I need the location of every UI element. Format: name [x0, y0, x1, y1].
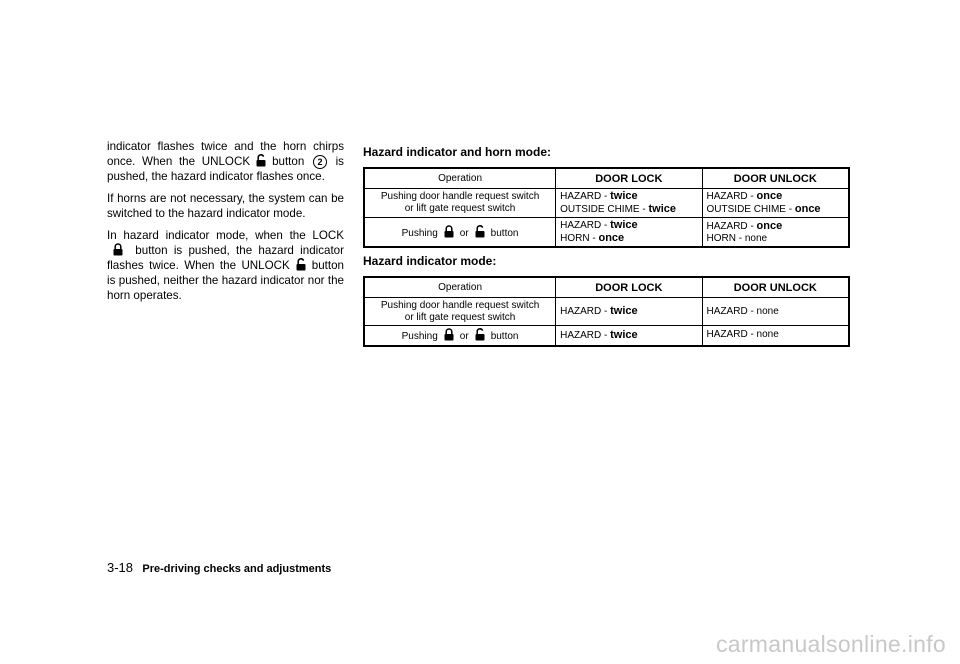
header-door-unlock: DOOR UNLOCK	[702, 277, 849, 298]
door-unlock-cell: HAZARD - once HORN - none	[702, 218, 849, 248]
page-number: 3-18	[107, 560, 134, 575]
table-row	[364, 298, 849, 326]
door-unlock-cell: HAZARD - none	[702, 298, 849, 326]
table-row	[364, 189, 849, 218]
header-operation: Operation	[364, 277, 556, 298]
callout-number-2: 2	[313, 155, 327, 169]
lock-closed-icon	[113, 243, 123, 256]
table-hazard-indicator-mode	[363, 276, 850, 347]
section-title-hazard-horn: Hazard indicator and horn mode:	[363, 145, 552, 159]
paragraph-unlock-flash: indicator flashes twice and the horn chirps once. When the UNLOCK button 2 is pushed, the hazard indicator flashes once.	[107, 140, 344, 183]
table-row	[364, 326, 849, 346]
door-lock-cell: HAZARD - twice OUTSIDE CHIME - twice	[556, 189, 702, 218]
table-header-row	[364, 168, 849, 189]
page-footer	[107, 560, 331, 575]
lock-open-icon	[256, 154, 266, 167]
operation-cell: Pushing or button	[364, 218, 556, 248]
operation-cell: Pushing door handle request switch or lift gate request switch	[364, 298, 556, 326]
section-title-hazard-indicator: Hazard indicator mode:	[363, 254, 497, 268]
lock-closed-icon	[444, 328, 454, 341]
door-unlock-cell: HAZARD - once OUTSIDE CHIME - once	[702, 189, 849, 218]
operation-cell: Pushing or button	[364, 326, 556, 346]
header-operation: Operation	[364, 168, 556, 189]
operation-cell: Pushing door handle request switch or lift gate request switch	[364, 189, 556, 218]
table-hazard-horn-mode	[363, 167, 850, 248]
chapter-title: Pre-driving checks and adjustments	[142, 563, 332, 575]
lock-closed-icon	[444, 225, 454, 238]
body-text-column	[107, 139, 344, 310]
table-row	[364, 218, 849, 248]
door-unlock-cell: HAZARD - none	[702, 326, 849, 346]
door-lock-cell: HAZARD - twice	[556, 298, 702, 326]
header-door-unlock: DOOR UNLOCK	[702, 168, 849, 189]
door-lock-cell: HAZARD - twice HORN - once	[556, 218, 702, 248]
door-lock-cell: HAZARD - twice	[556, 326, 702, 346]
paragraph-switch-mode: If horns are not necessary, the system can be switched to the hazard indicator mode.	[107, 192, 344, 220]
header-door-lock: DOOR LOCK	[556, 168, 702, 189]
header-door-lock: DOOR LOCK	[556, 277, 702, 298]
lock-open-icon	[475, 328, 485, 341]
table-header-row	[364, 277, 849, 298]
lock-open-icon	[475, 225, 485, 238]
lock-open-icon	[296, 258, 306, 271]
watermark-text: carmanualsonline.info	[715, 631, 946, 657]
paragraph-hazard-mode: In hazard indicator mode, when the LOCK button is pushed, the hazard indicator flashes twice. When the UNLOCK button is pushed, neither the hazard indicator nor the horn operates.	[107, 229, 344, 302]
